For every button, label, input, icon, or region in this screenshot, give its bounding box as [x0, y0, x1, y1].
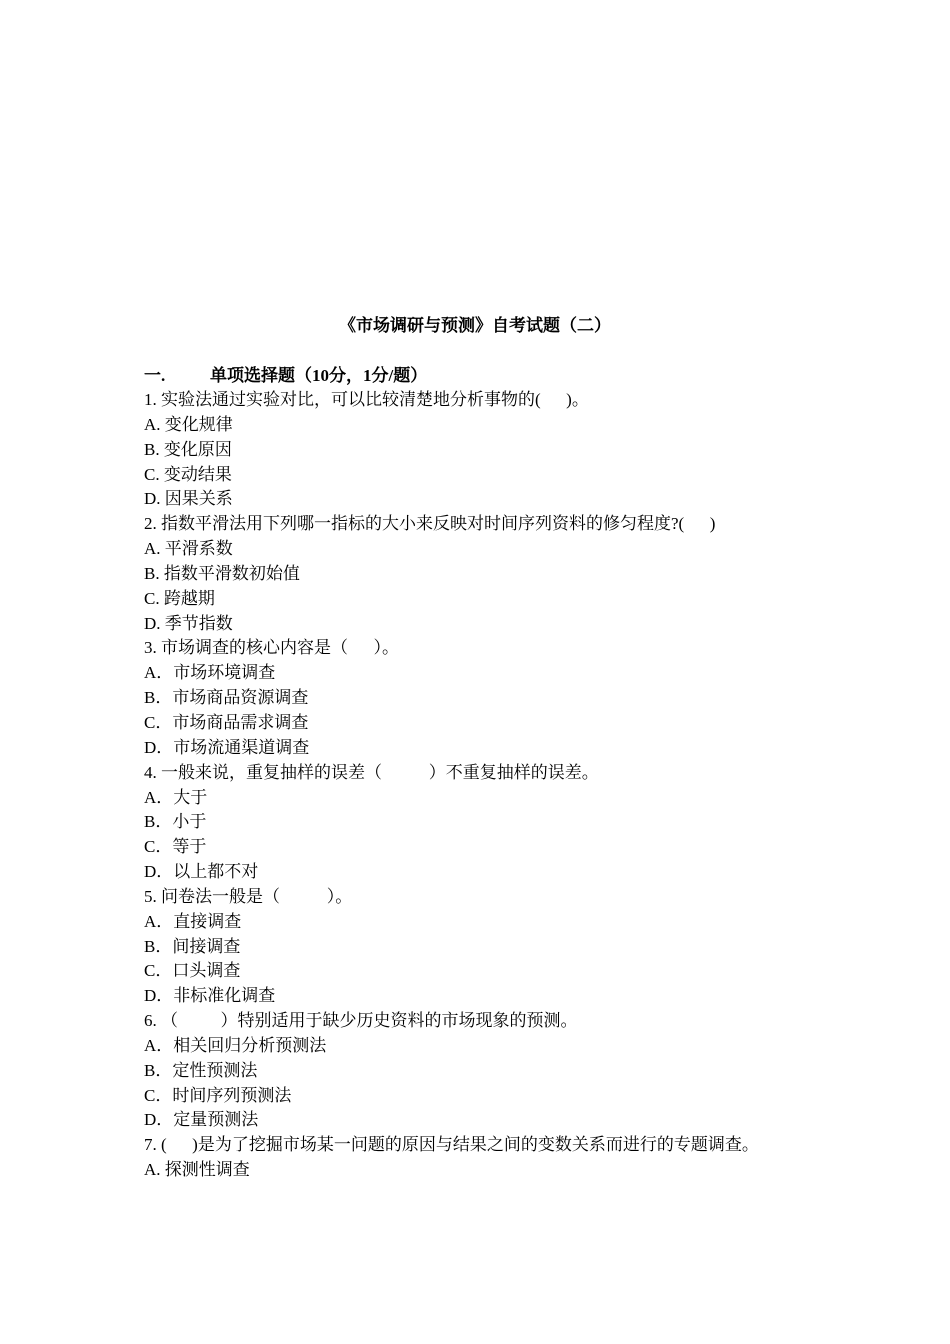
question-option: A. 探测性调查	[144, 1160, 250, 1180]
question-option: D．市场流通渠道调查	[144, 737, 310, 757]
question-6	[144, 1009, 814, 1133]
section-title: 单项选择题（10分，1分/题）	[210, 366, 428, 385]
question-1	[144, 388, 814, 512]
question-option: D. 季节指数	[144, 613, 233, 633]
question-option: C．时间序列预测法	[144, 1085, 292, 1105]
question-stem: 1. 实验法通过实验对比，可以比较清楚地分析事物的( )。	[144, 390, 589, 409]
question-5	[144, 885, 814, 1009]
section-heading	[144, 363, 427, 389]
question-option: B．定性预测法	[144, 1060, 258, 1080]
document-title: 《市场调研与预测》自考试题（二）	[339, 316, 611, 335]
question-option: C. 变动结果	[144, 464, 232, 484]
question-list	[144, 388, 814, 1183]
section-number: 一.	[144, 366, 166, 385]
question-stem: 4. 一般来说，重复抽样的误差（ ）不重复抽样的误差。	[144, 762, 599, 782]
question-7	[144, 1133, 814, 1183]
question-stem: 3. 市场调查的核心内容是（ ）。	[144, 638, 399, 658]
question-stem: 5. 问卷法一般是（ ）。	[144, 886, 353, 906]
question-option: C．口头调查	[144, 961, 241, 981]
question-4	[144, 761, 814, 885]
question-3	[144, 636, 814, 760]
question-option: A．市场环境调查	[144, 663, 276, 683]
question-stem: 7. ( )是为了挖掘市场某一问题的原因与结果之间的变数关系而进行的专题调查。	[144, 1135, 759, 1155]
question-option: D. 因果关系	[144, 489, 233, 509]
question-option: A．大于	[144, 787, 208, 807]
question-option: A. 变化规律	[144, 414, 233, 434]
question-option: C．市场商品需求调查	[144, 712, 309, 732]
question-stem: 2. 指数平滑法用下列哪一指标的大小来反映对时间序列资料的修匀程度?( )	[144, 514, 716, 534]
question-option: B. 变化原因	[144, 439, 232, 459]
question-option: B．小于	[144, 812, 207, 832]
question-option: B. 指数平滑数初始值	[144, 563, 300, 583]
question-option: A．相关回归分析预测法	[144, 1035, 327, 1055]
question-option: D．以上都不对	[144, 862, 259, 882]
question-option: A. 平滑系数	[144, 539, 233, 559]
question-option: D．定量预测法	[144, 1110, 259, 1130]
question-option: B．间接调查	[144, 936, 241, 956]
question-option: C．等于	[144, 837, 207, 857]
question-2	[144, 512, 814, 636]
question-option: A．直接调查	[144, 911, 242, 931]
question-option: B．市场商品资源调查	[144, 688, 309, 708]
question-option: C. 跨越期	[144, 588, 215, 608]
question-option: D．非标准化调查	[144, 986, 276, 1006]
question-stem: 6. （ ）特别适用于缺少历史资料的市场现象的预测。	[144, 1011, 578, 1031]
